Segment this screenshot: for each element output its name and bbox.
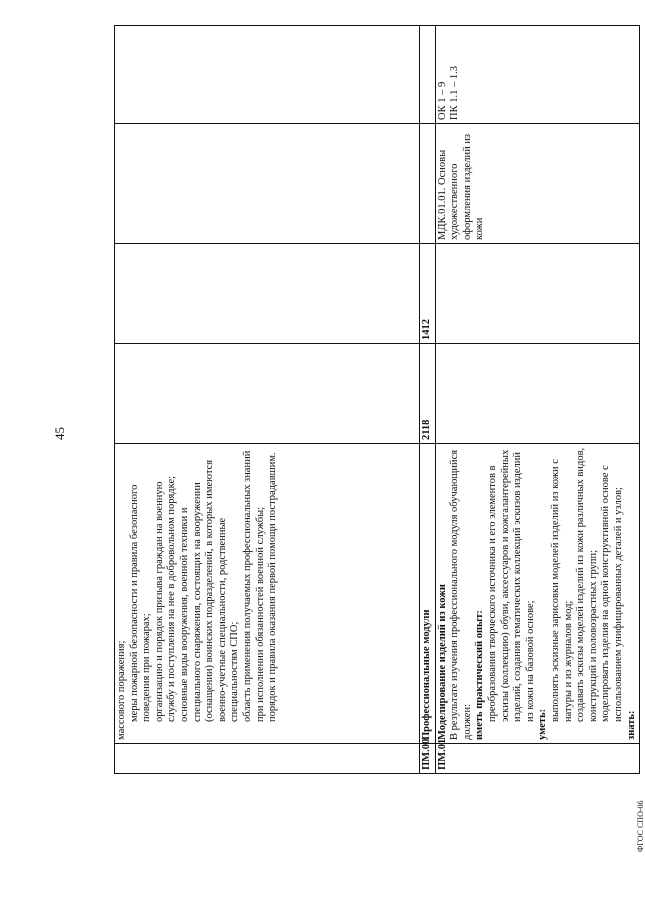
module-code-cell: ПМ.01 xyxy=(435,744,640,774)
page-number: 45 xyxy=(52,427,67,440)
table-row-section xyxy=(420,26,436,774)
table-row-module xyxy=(435,26,640,774)
section-code-cell: ПМ.00 xyxy=(420,744,436,774)
text-line: организацию и порядок призыва граждан на военную службу и поступления на нее в добровольном порядке; xyxy=(153,475,178,722)
text-line: порядок и правила оказания первой помощи пострадавшим. xyxy=(267,452,279,722)
table-row-continuation xyxy=(115,26,420,774)
row-mdk-cell xyxy=(115,124,420,244)
text-line: знать: xyxy=(625,710,637,740)
section-title-cell: Профессиональные модули xyxy=(420,444,436,744)
module-mdk-cell: МДК.01.01. Основы художественного оформления изделий из кожи xyxy=(435,124,640,244)
section-competencies-cell xyxy=(420,26,436,124)
row-hours-class-cell xyxy=(115,244,420,344)
row-competencies-cell xyxy=(115,26,420,124)
text-line: область применения получаемых профессиональных знаний при исполнении обязанностей военной службы; xyxy=(241,450,266,722)
module-hours-max-cell xyxy=(435,344,640,444)
text-line: создавать эскизы моделей изделий из кожи различных видов, конструкций и половозрастных групп; xyxy=(575,447,599,722)
text-line: В результате изучения профессионального модуля обучающийся должен: xyxy=(449,449,473,740)
curriculum-table xyxy=(114,25,640,774)
row-hours-max-cell xyxy=(115,344,420,444)
text-line: меры пожарной безопасности и правила безопасного поведения при пожарах; xyxy=(128,484,153,722)
text-line: преобразования творческого источника и его элементов в эскизы (коллекцию) обуви, аксессуаров и кожгалантерейных изделий, создания тематических коллекций эскизов изделий из кожи на базовой основе; xyxy=(486,449,536,722)
text-line: иметь практический опыт: xyxy=(474,610,486,740)
module-hours-class-cell xyxy=(435,244,640,344)
section-mdk-cell xyxy=(420,124,436,244)
row-content-cell xyxy=(115,444,420,744)
text-line: Моделирование изделий из кожи xyxy=(436,584,448,740)
curriculum-table-wrapper xyxy=(114,26,637,774)
module-competencies-cell: ОК 1 – 9 ПК 1.1 – 1.3 xyxy=(435,26,640,124)
text-line: уметь: xyxy=(537,708,549,740)
text-line: выполнять эскизные зарисовки моделей изделий из кожи с натуры и из журналов мод; xyxy=(549,459,574,722)
footer-label: ФГОС СПО-06 xyxy=(636,800,645,852)
section-hours-class-cell: 1412 xyxy=(420,244,436,344)
module-content-cell xyxy=(435,444,640,744)
text-line: основные виды вооружения, военной техники и специального снаряжения, состоящих на вооружении (оснащении) воинских подразделений, в которых имеются военно-учетные специальности, родственные специальностям СПО; xyxy=(178,459,241,722)
section-hours-max-cell: 2118 xyxy=(420,344,436,444)
text-line: массового поражения; xyxy=(116,640,127,740)
text-line: моделировать изделия на одной конструктивной основе с использованием унифицированных деталей и узлов; xyxy=(600,465,624,722)
row-code-cell xyxy=(115,744,420,774)
